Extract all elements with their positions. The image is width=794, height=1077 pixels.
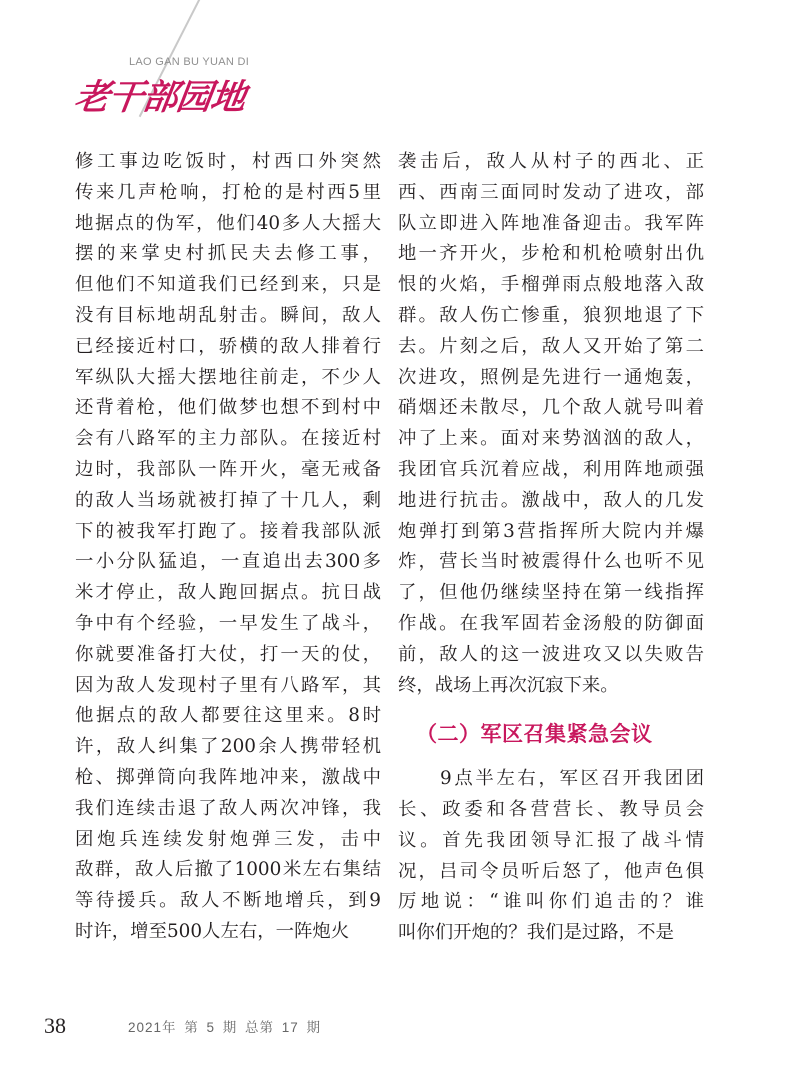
issue-info: 2021年 第 5 期 总第 17 期 xyxy=(128,1020,322,1035)
text-line: 群。敌人伤亡惨重，狼狈地退了下 xyxy=(398,304,704,326)
text-line: 作战。在我军固若金汤般的防御面 xyxy=(398,612,704,634)
text-line: 地进行抗击。激战中，敌人的几发 xyxy=(398,489,704,511)
page-number: 38 xyxy=(44,1013,66,1038)
text-line: 没有目标地胡乱射击。瞬间，敌人 xyxy=(75,304,381,326)
text-line: 边时，我部队一阵开火，毫无戒备 xyxy=(75,458,381,480)
text-line: 地一齐开火，步枪和机枪喷射出仇 xyxy=(398,243,704,265)
right-column-text-part2 xyxy=(398,764,704,949)
text-line: 敌群，敌人后撤了1000米左右集结 xyxy=(75,859,381,881)
text-line: 会有八路军的主力部队。在接近村 xyxy=(75,428,381,450)
right-column-text-part1 xyxy=(398,147,704,701)
text-line: 地据点的伪军，他们40多人大摇大 xyxy=(75,212,381,234)
section-heading: （二）军区召集紧急会议 xyxy=(416,722,653,747)
text-line: 军纵队大摇大摆地往前走，不少人 xyxy=(75,366,381,388)
text-line: 议。首先我团领导汇报了战斗情 xyxy=(398,829,704,851)
text-line: 9点半左右，军区召开我团团 xyxy=(398,768,704,790)
text-line: 炮弹打到第3营指挥所大院内并爆 xyxy=(398,520,704,542)
right-text-column xyxy=(398,147,704,987)
text-line: 摆的来掌史村抓民夫去修工事， xyxy=(75,243,381,265)
text-line: 况，吕司令员听后怒了，他声色俱 xyxy=(398,860,704,882)
text-line: 枪、掷弹筒向我阵地冲来，激战中 xyxy=(75,766,381,788)
text-line: 前，敌人的这一波进攻又以失败告 xyxy=(398,643,704,665)
text-line: 下的被我军打跑了。接着我部队派 xyxy=(75,520,381,542)
text-line: 队立即进入阵地准备迎击。我军阵 xyxy=(398,212,704,234)
text-line: 争中有个经验，一早发生了战斗， xyxy=(75,612,381,634)
text-line: 但他们不知道我们已经到来，只是 xyxy=(75,274,381,296)
text-line: 恨的火焰，手榴弹雨点般地落入敌 xyxy=(398,274,704,296)
text-line: 冲了上来。面对来势汹汹的敌人， xyxy=(398,428,704,450)
text-line: 长、政委和各营营长、教导员会 xyxy=(398,798,704,820)
text-line: 我们连续击退了敌人两次冲锋，我 xyxy=(75,797,381,819)
text-line: 还背着枪，他们做梦也想不到村中 xyxy=(75,397,381,419)
text-line: 时许，增至500人左右，一阵炮火 xyxy=(75,920,350,942)
left-text-column xyxy=(75,147,381,987)
text-line: 去。片刻之后，敌人又开始了第二 xyxy=(398,335,704,357)
text-line: 你就要准备打大仗，打一天的仗， xyxy=(75,643,381,665)
text-line: 厉地说：“谁叫你们追击的？谁 xyxy=(398,891,704,913)
text-line: 了，但他仍继续坚持在第一线指挥 xyxy=(398,582,704,604)
column-title: 老干部园地 xyxy=(71,77,248,118)
text-line: 的敌人当场就被打掉了十几人，剩 xyxy=(75,489,381,511)
text-line: 终，战场上再次沉寂下来。 xyxy=(398,674,619,696)
text-line: 许，敌人纠集了200余人携带轻机 xyxy=(75,736,381,758)
column-pinyin: LAO GAN BU YUAN DI xyxy=(129,56,250,68)
text-line: 一小分队猛追，一直追出去300多 xyxy=(75,551,381,573)
text-line: 等待援兵。敌人不断地增兵，到9 xyxy=(75,890,381,912)
text-line: 他据点的敌人都要往这里来。8时 xyxy=(75,705,381,727)
text-line: 西、西南三面同时发动了进攻，部 xyxy=(398,181,704,203)
text-line: 我团官兵沉着应战，利用阵地顽强 xyxy=(398,458,704,480)
text-line: 传来几声枪响，打枪的是村西5里 xyxy=(75,181,381,203)
text-line: 已经接近村口，骄横的敌人排着行 xyxy=(75,335,381,357)
text-line: 因为敌人发现村子里有八路军，其 xyxy=(75,674,381,696)
text-line: 米才停止，敌人跑回据点。抗日战 xyxy=(75,582,381,604)
text-line: 次进攻，照例是先进行一通炮轰， xyxy=(398,366,704,388)
text-line: 硝烟还未散尽，几个敌人就号叫着 xyxy=(398,397,704,419)
text-line: 修工事边吃饭时，村西口外突然 xyxy=(75,151,381,172)
text-line: 叫你们开炮的？我们是过路，不是 xyxy=(398,922,674,944)
text-line: 炸，营长当时被震得什么也听不见 xyxy=(398,551,704,573)
text-line: 团炮兵连续发射炮弹三发，击中 xyxy=(75,828,381,850)
text-line: 袭击后，敌人从村子的西北、正 xyxy=(398,151,704,172)
